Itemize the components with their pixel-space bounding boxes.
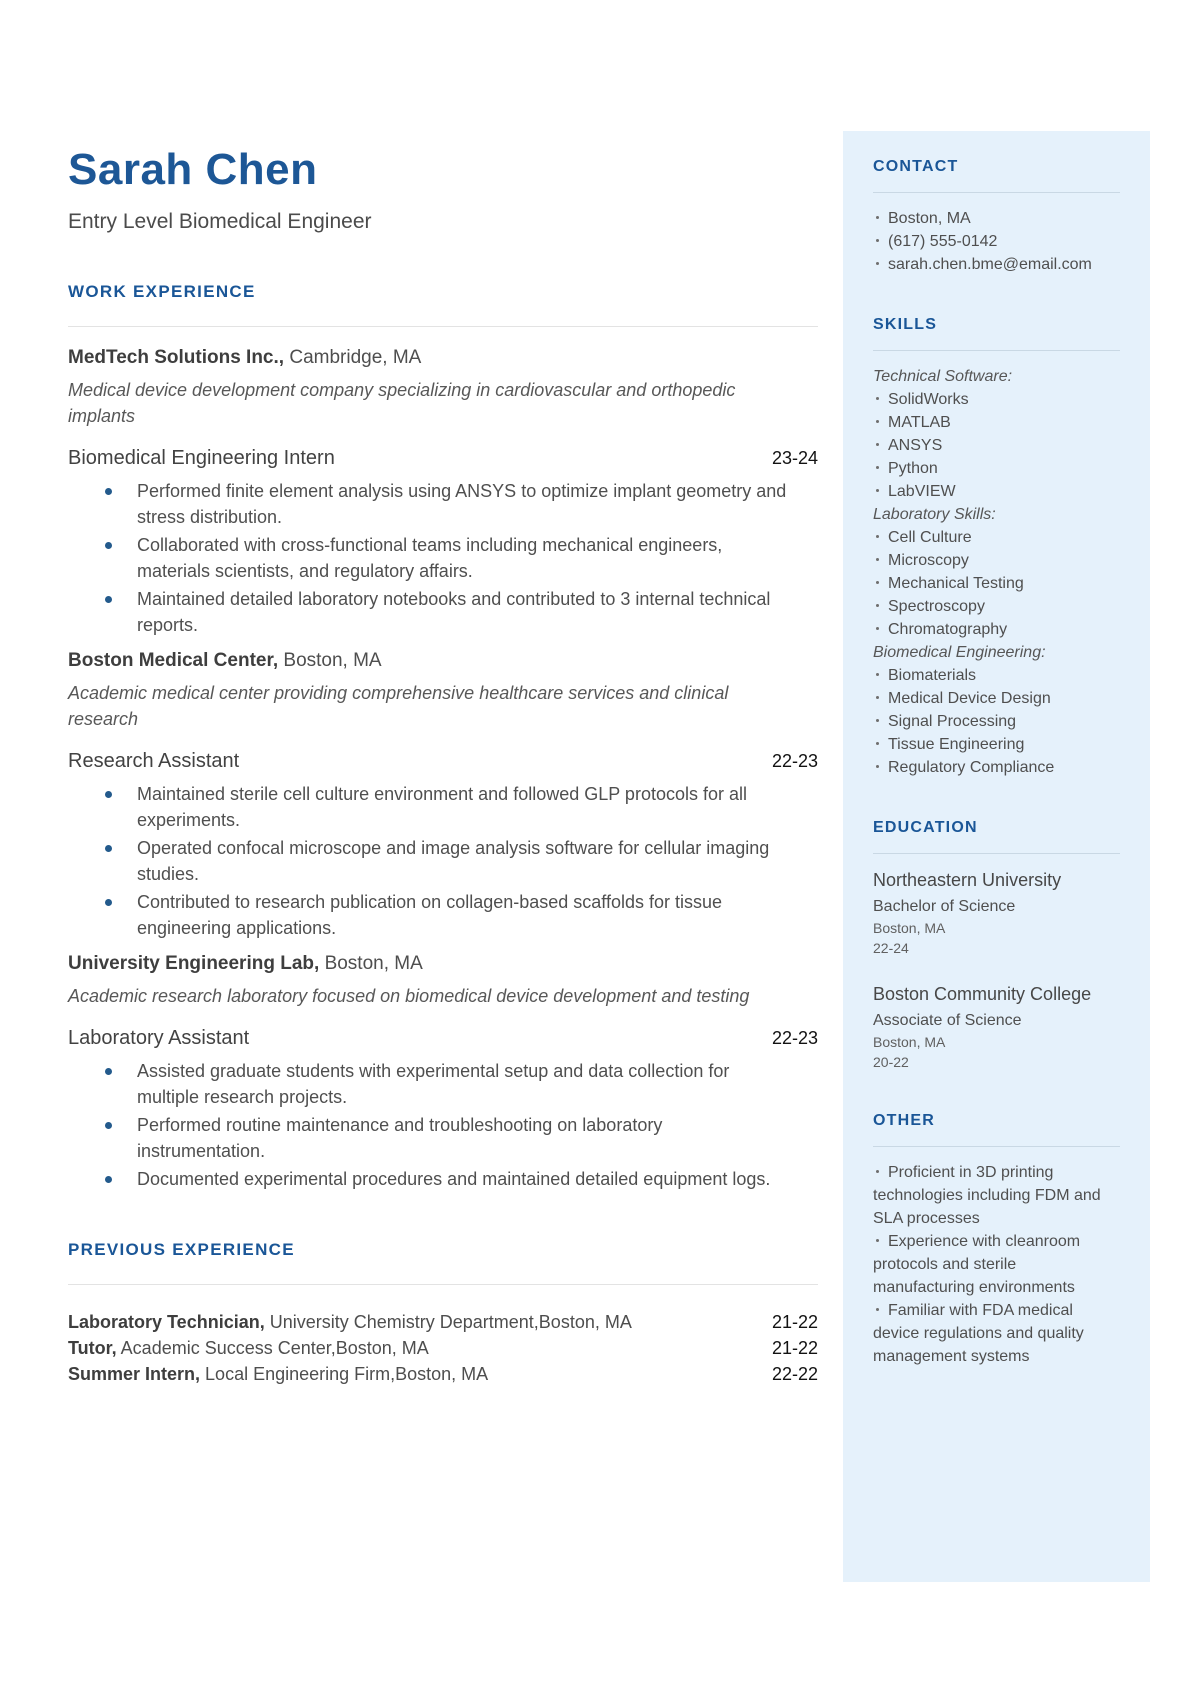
skill-item: MATLAB [873, 411, 1120, 434]
school-location: Boston, MA [873, 1034, 946, 1050]
sidebar-divider [873, 853, 1120, 854]
candidate-name: Sarah Chen [68, 145, 318, 194]
education-entry [873, 982, 1120, 1072]
previous-role-org: Academic Success Center,Boston, MA [120, 1338, 429, 1358]
previous-role [68, 1361, 488, 1387]
skill-item: Medical Device Design [873, 687, 1120, 710]
skill-item: Signal Processing [873, 710, 1120, 733]
candidate-title: Entry Level Biomedical Engineer [68, 210, 372, 233]
previous-role-org: Local Engineering Firm,Boston, MA [205, 1364, 489, 1384]
previous-role-title: Laboratory Technician, [68, 1312, 265, 1332]
skill-item: Mechanical Testing [873, 572, 1120, 595]
skills-section [873, 316, 1120, 779]
company-location: Cambridge, MA [289, 347, 422, 368]
previous-role [68, 1309, 632, 1335]
previous-experience-row [68, 1335, 818, 1361]
company-location: Boston, MA [324, 953, 423, 974]
section-divider [68, 1284, 818, 1285]
role-dates: 22-23 [771, 1028, 818, 1048]
work-entry [68, 951, 818, 1192]
skill-item: Chromatography [873, 618, 1120, 641]
skill-group-label: Biomedical Engineering: [873, 644, 1046, 661]
work-entry [68, 648, 818, 941]
role-row [68, 748, 818, 774]
previous-experience-row [68, 1309, 818, 1335]
bullet-list [68, 781, 818, 941]
other-item: Proficient in 3D printing technologies including FDM and SLA processes [873, 1161, 1120, 1230]
sidebar-divider [873, 192, 1120, 193]
role-title: Biomedical Engineering Intern [68, 447, 335, 469]
school-name: Boston Community College [873, 984, 1092, 1004]
other-item: Experience with cleanroom protocols and sterile manufacturing environments [873, 1230, 1120, 1299]
previous-role-title: Summer Intern, [68, 1364, 201, 1384]
bullet-item: Maintained sterile cell culture environment and followed GLP protocols for all experiments. [68, 781, 788, 833]
company-line [68, 345, 818, 371]
skill-item: ANSYS [873, 434, 1120, 457]
education-section [873, 819, 1120, 1072]
company-description: Academic research laboratory focused on biomedical device development and testing [68, 986, 750, 1006]
contact-heading: CONTACT [873, 158, 959, 175]
previous-experience-list [68, 1309, 818, 1387]
previous-role-dates: 22-22 [771, 1364, 818, 1384]
sidebar-divider [873, 1146, 1120, 1147]
bullet-item: Maintained detailed laboratory notebooks and contributed to 3 internal technical reports. [68, 586, 788, 638]
school-location: Boston, MA [873, 920, 946, 936]
company-name: Boston Medical Center, [68, 650, 279, 671]
previous-experience-row [68, 1361, 818, 1387]
company-location: Boston, MA [283, 650, 382, 671]
school-dates: 20-22 [873, 1054, 909, 1070]
bullet-list [68, 478, 818, 638]
bullet-item: Performed finite element analysis using ANSYS to optimize implant geometry and stress distribution. [68, 478, 788, 530]
company-line [68, 951, 818, 977]
previous-role-org: University Chemistry Department,Boston, MA [269, 1312, 632, 1332]
previous-experience-heading: PREVIOUS EXPERIENCE [68, 1240, 295, 1259]
skill-item: Tissue Engineering [873, 733, 1120, 756]
bullet-list [68, 1058, 818, 1192]
company-line [68, 648, 818, 674]
education-entry [873, 868, 1120, 958]
skill-item: Spectroscopy [873, 595, 1120, 618]
skills-heading: SKILLS [873, 316, 938, 333]
contact-section [873, 158, 1120, 276]
skill-item: LabVIEW [873, 480, 1120, 503]
role-title: Research Assistant [68, 750, 240, 772]
role-row [68, 1025, 818, 1051]
skill-item: Python [873, 457, 1120, 480]
skill-group-label: Laboratory Skills: [873, 506, 996, 523]
contact-phone: (617) 555-0142 [873, 230, 1120, 253]
school-degree: Associate of Science [873, 1012, 1022, 1029]
skill-group-label: Technical Software: [873, 368, 1013, 385]
skill-item: Microscopy [873, 549, 1120, 572]
other-heading: OTHER [873, 1112, 935, 1129]
company-description: Medical device development company specializing in cardiovascular and orthopedic implants [68, 380, 736, 426]
previous-role-title: Tutor, [68, 1338, 117, 1358]
skill-item: Regulatory Compliance [873, 756, 1120, 779]
company-description: Academic medical center providing comprehensive healthcare services and clinical research [68, 683, 729, 729]
skill-item: Cell Culture [873, 526, 1120, 549]
bullet-item: Documented experimental procedures and maintained detailed equipment logs. [68, 1166, 788, 1192]
main-column [68, 146, 818, 1387]
education-heading: EDUCATION [873, 819, 978, 836]
skill-item: Biomaterials [873, 664, 1120, 687]
school-degree: Bachelor of Science [873, 898, 1016, 915]
other-section [873, 1112, 1120, 1368]
sidebar [843, 131, 1150, 1582]
role-dates: 22-23 [771, 751, 818, 771]
previous-role-dates: 21-22 [771, 1338, 818, 1358]
bullet-item: Operated confocal microscope and image analysis software for cellular imaging studies. [68, 835, 788, 887]
role-title: Laboratory Assistant [68, 1027, 250, 1049]
bullet-item: Collaborated with cross-functional teams including mechanical engineers, materials scientists, and regulatory affairs. [68, 532, 788, 584]
bullet-item: Performed routine maintenance and troubleshooting on laboratory instrumentation. [68, 1112, 788, 1164]
school-dates: 22-24 [873, 940, 909, 956]
previous-role [68, 1335, 429, 1361]
contact-location: Boston, MA [873, 207, 1120, 230]
company-name: MedTech Solutions Inc., [68, 347, 285, 368]
bullet-item: Assisted graduate students with experimental setup and data collection for multiple research projects. [68, 1058, 788, 1110]
work-entry [68, 345, 818, 638]
bullet-item: Contributed to research publication on collagen-based scaffolds for tissue engineering applications. [68, 889, 788, 941]
contact-email: sarah.chen.bme@email.com [873, 253, 1120, 276]
role-dates: 23-24 [771, 448, 818, 468]
company-name: University Engineering Lab, [68, 953, 320, 974]
section-divider [68, 326, 818, 327]
skill-item: SolidWorks [873, 388, 1120, 411]
work-experience-heading: WORK EXPERIENCE [68, 282, 256, 301]
role-row [68, 445, 818, 471]
school-name: Northeastern University [873, 870, 1062, 890]
previous-role-dates: 21-22 [771, 1312, 818, 1332]
sidebar-divider [873, 350, 1120, 351]
other-item: Familiar with FDA medical device regulations and quality management systems [873, 1299, 1120, 1368]
